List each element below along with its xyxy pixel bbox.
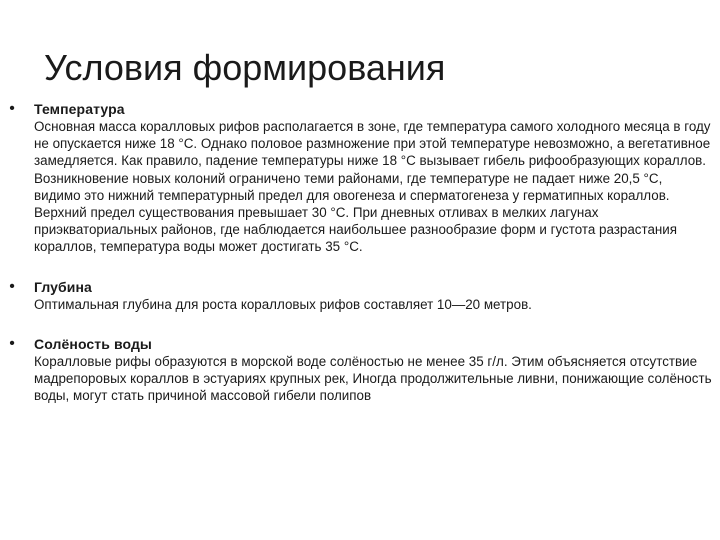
bullet-item-temperature — [6, 100, 712, 256]
item-text: Оптимальная глубина для роста коралловых рифов составляет 10—20 метров. — [34, 296, 532, 312]
item-text: Коралловые рифы образуются в морской воде солёностью не менее 35 г/л. Этим объясняется отсутствие мадрепоровых кораллов в эстуариях крупных рек, Иногда продолжительные ливни, понижающие солёность воды, могут стать причиной массовой гибели полипов — [34, 353, 712, 404]
bullet-icon: • — [9, 334, 15, 352]
bullet-icon: • — [9, 100, 15, 117]
spacer — [6, 256, 712, 278]
spacer — [6, 313, 712, 335]
bullet-item-salinity — [6, 335, 712, 405]
bullet-item-depth — [6, 278, 712, 313]
item-heading: Солёность воды — [34, 335, 152, 352]
item-heading: Температура — [34, 101, 125, 117]
bullet-icon: • — [9, 277, 15, 295]
slide-title: Условия формирования — [44, 47, 446, 88]
item-heading: Глубина — [34, 278, 92, 295]
item-text: Основная масса коралловых рифов располагается в зоне, где температура самого холодного месяца в году не опускается ниже 18 °C. Однако половое размножение при этой температуре невозможно, а вегетативное замедляется. Как правило, падение температуры ниже 18 °C вызывает гибель рифообразующих кораллов. Возникновение новых колоний ограничено теми районами, где температуре не падает ниже 20,5 °C, видимо это нижний температурный предел для овогенеза и сперматогенеза у герматипных кораллов. Верхний предел существования превышает 30 °C. При дневных отливах в мелких лагунах приэкваториальных районов, где наблюдается наибольшее разнообразие форм и густота разрастания кораллов, температура воды может достигать 35 °C. — [34, 119, 711, 255]
slide-content — [6, 100, 712, 404]
